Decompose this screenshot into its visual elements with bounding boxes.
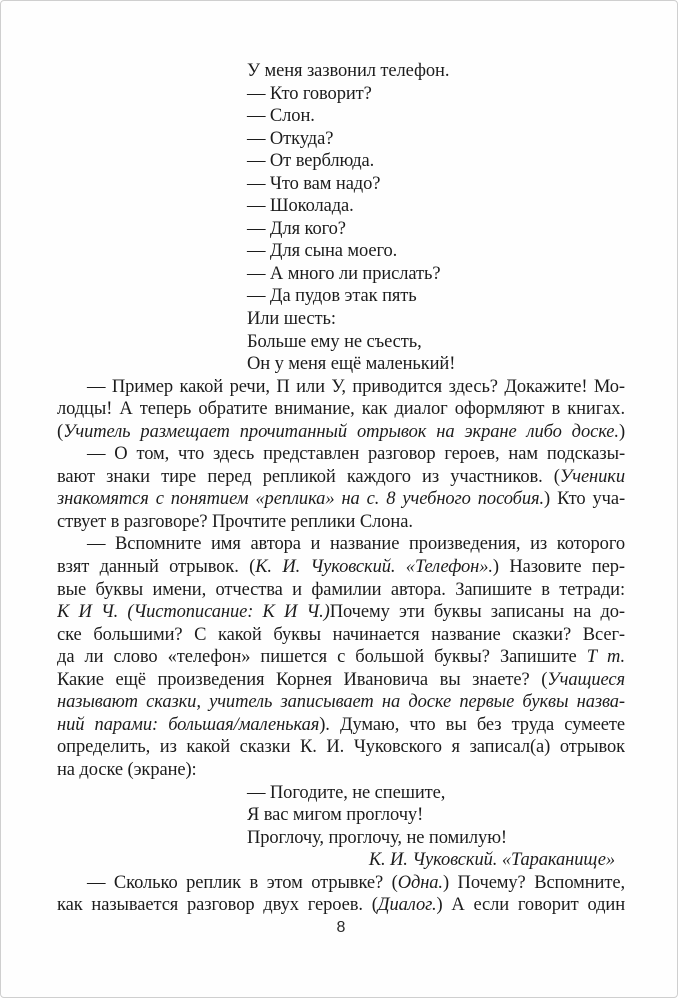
text-line: — Шоколада. [247, 196, 354, 217]
text-line: лодцы! А теперь обратите внимание, как диалог оформляют в книгах. [57, 399, 625, 420]
italic-note: Диалог. [377, 895, 437, 916]
teacher-remark-speech-type [57, 376, 625, 444]
poem-attribution [57, 849, 625, 872]
italic-note: К. И. Чуковский. «Телефон». [255, 557, 493, 578]
italic-note: Ученики [559, 466, 625, 487]
teacher-remark-dialogue-dashes [57, 443, 625, 533]
italic-note: Учащиеся [547, 669, 625, 690]
poem-telefon-excerpt [57, 60, 625, 376]
text-line: ствует в разговоре? Прочтите реплики Слона. [57, 511, 413, 532]
text-line: ний парами: большая/маленькая). Думаю, что вы без труда сумеете [57, 714, 625, 735]
poem-tarakanishche-excerpt [57, 782, 625, 850]
text-line: У меня зазвонил телефон. [247, 61, 450, 81]
italic-note: Одна. [397, 872, 443, 893]
text-line: как называется разговор двух героев. (Диалог.) А если говорит один [57, 895, 625, 916]
text-line: — Сколько реплик в этом отрывке? (Одна.) Почему? Вспомните, [87, 872, 625, 893]
text-line: Больше ему не съесть, [247, 331, 422, 352]
text-line: — Пример какой речи, П или У, приводится здесь? Докажите! Мо- [87, 376, 625, 397]
text-line [57, 691, 625, 714]
page-number: 8 [336, 918, 346, 936]
text-line: знакомятся с понятием «реплика» на с. 8 учебного пособия.) Кто уча- [57, 489, 625, 510]
text-line: — Да пудов этак пять [247, 286, 417, 307]
text-line: да ли слово «телефон» пишется с большой буквы? Запишите Т т. [57, 647, 625, 668]
text-line: на доске (экране): [57, 759, 197, 780]
text-line: взят данный отрывок. (К. И. Чуковский. «Телефон».) Назовите пер- [57, 557, 625, 578]
text-line: — От верблюда. [247, 151, 375, 172]
text-line: — Для сына моего. [247, 241, 398, 262]
italic-note: К. И. Чуковский. «Тараканище» [368, 850, 615, 871]
text-line: вают знаки тире перед репликой каждого из участников. (Ученики [57, 466, 625, 487]
italic-note: ний парами: большая/маленькая [57, 714, 320, 735]
text-line: — Откуда? [247, 128, 334, 149]
text-line: — Что вам надо? [247, 173, 381, 194]
text-line: — Погодите, не спешите, [247, 782, 446, 803]
text-line: — О том, что здесь представлен разговор героев, нам подсказы- [87, 444, 625, 465]
italic-note: знакомятся с понятием «реплика» на с. 8 учебного пособия. [57, 489, 545, 510]
text-line: Он у меня ещё маленький! [247, 354, 456, 375]
text-line: определить, из какой сказки К. И. Чуковского я записал(а) отрывок [57, 737, 625, 758]
teacher-remark-replica-count [57, 872, 625, 917]
text-line: — А много ли прислать? [247, 263, 441, 284]
text-line: Я вас мигом проглочу! [247, 805, 424, 826]
text-line: К И Ч. (Чистописание: К И Ч.)Почему эти буквы записаны на до- [57, 602, 625, 623]
italic-note: К И Ч. (Чистописание: К И Ч.) [57, 602, 330, 623]
text-line [57, 849, 625, 872]
text-line: — Вспомните имя автора и название произведения, из которого [87, 534, 625, 555]
teacher-remark-author-letters [57, 533, 625, 781]
italic-note: называют сказки, учитель записывает на доске первые буквы назва- [57, 692, 625, 713]
text-line: Какие ещё произведения Корнея Ивановича вы знаете? (Учащиеся [57, 669, 625, 690]
text-content [57, 60, 625, 937]
text-line: Или шесть: [247, 309, 336, 330]
text-line: вые буквы имени, отчества и фамилии автора. Запишите в тетради: [57, 579, 625, 600]
italic-note: Т т. [586, 647, 625, 668]
text-line: (Учитель размещает прочитанный отрывок на экране либо доске.) [57, 421, 625, 442]
italic-note: Учитель размещает прочитанный отрывок на экране либо доске. [63, 421, 619, 442]
text-line: Проглочу, проглочу, не помилую! [247, 827, 507, 848]
text-line: ске большими? С какой буквы начинается название сказки? Всег- [57, 624, 625, 645]
text-line: — Кто говорит? [247, 83, 372, 104]
text-line: — Слон. [247, 106, 315, 127]
text-line: — Для кого? [247, 218, 346, 239]
